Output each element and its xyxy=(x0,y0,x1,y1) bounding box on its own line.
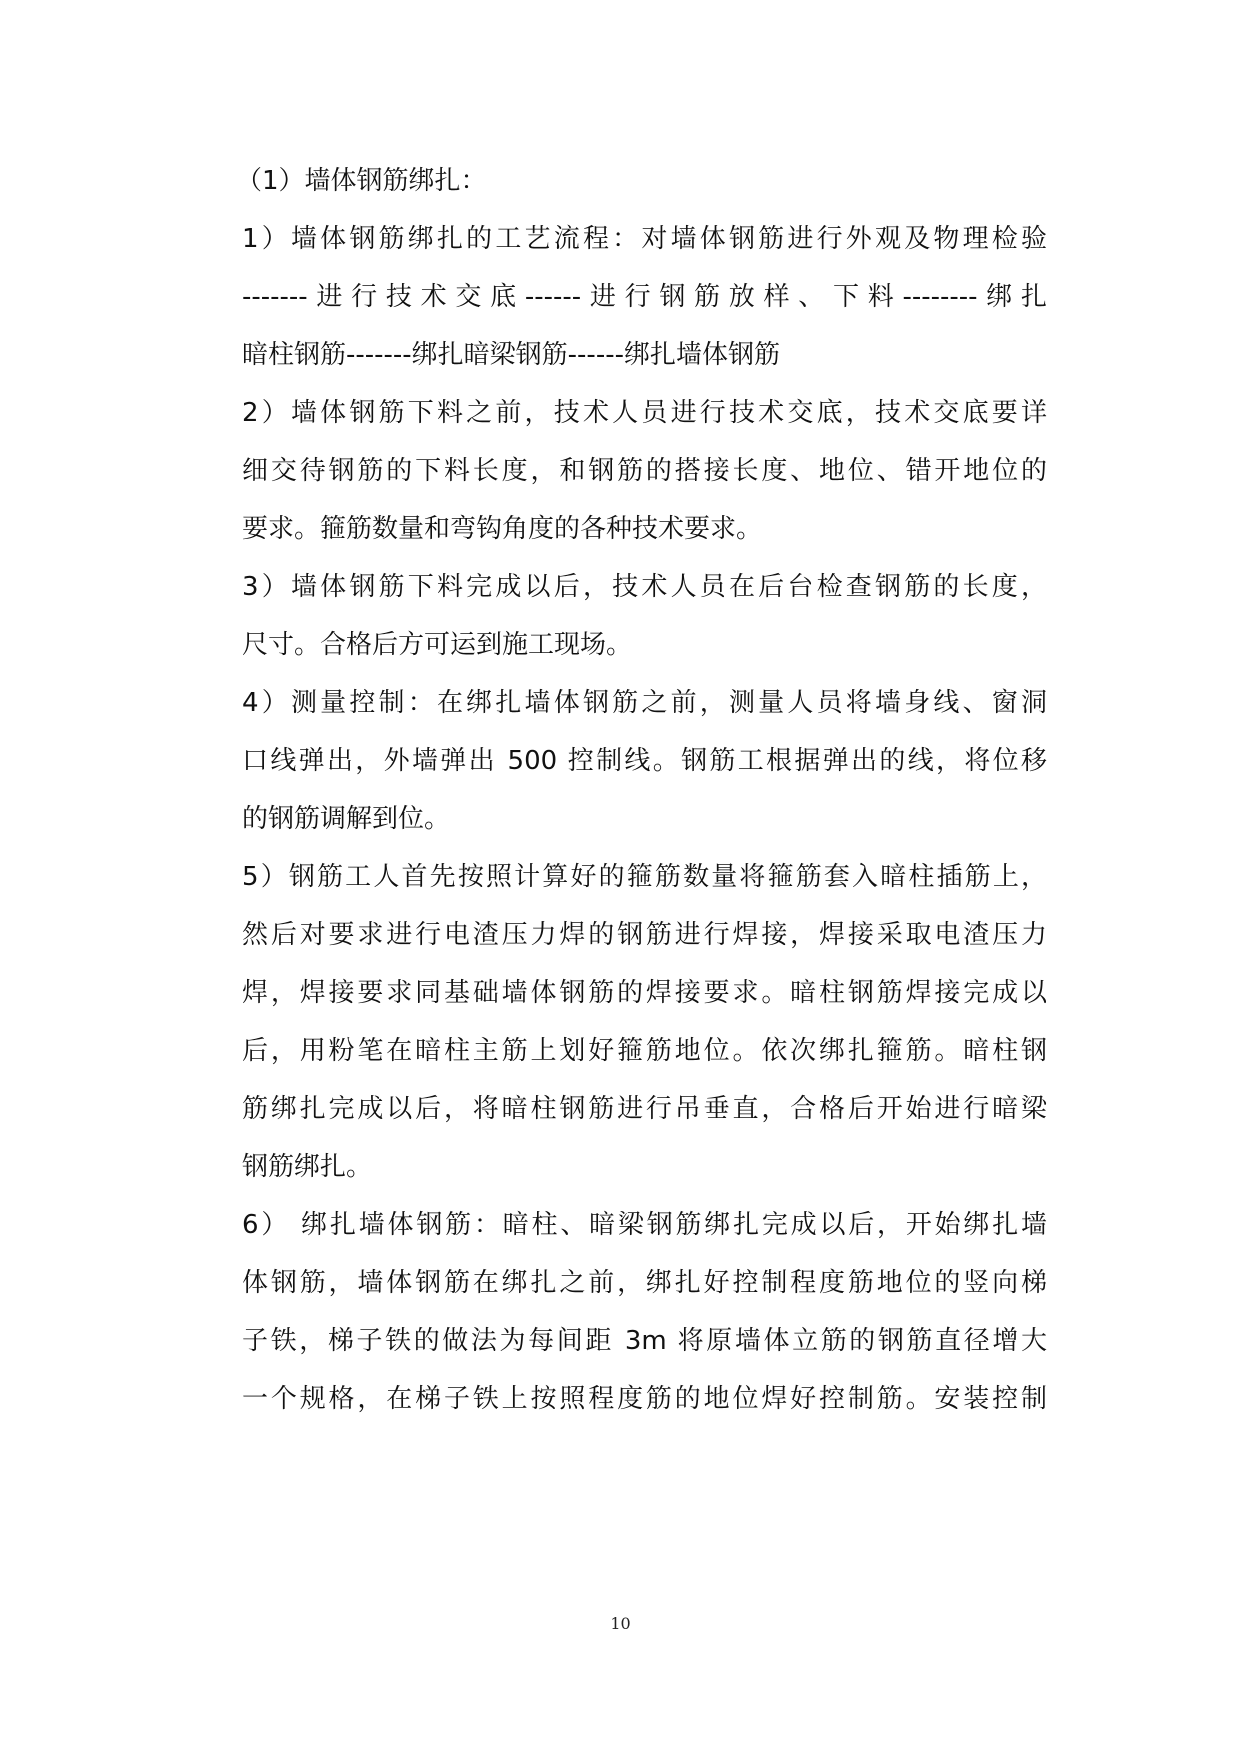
text-line: 3）墙体钢筋下料完成以后，技术人员在后台检查钢筋的长度， xyxy=(242,572,1047,602)
text-line: 然后对要求进行电渣压力焊的钢筋进行焊接，焊接采取电渣压力 xyxy=(242,920,1047,950)
text-line: 子铁，梯子铁的做法为每间距 3m 将原墙体立筋的钢筋直径增大 xyxy=(242,1326,1047,1356)
text-line: 体钢筋，墙体钢筋在绑扎之前，绑扎好控制程度筋地位的竖向梯 xyxy=(242,1268,1047,1298)
text-line: 的钢筋调解到位。 xyxy=(242,804,451,834)
text-line: 6） 绑扎墙体钢筋：暗柱、暗梁钢筋绑扎完成以后，开始绑扎墙 xyxy=(242,1210,1047,1240)
text-line: 后，用粉笔在暗柱主筋上划好箍筋地位。依次绑扎箍筋。暗柱钢 xyxy=(242,1036,1047,1066)
text-line: 要求。箍筋数量和弯钩角度的各种技术要求。 xyxy=(242,514,763,544)
text-line: 4）测量控制：在绑扎墙体钢筋之前，测量人员将墙身线、窗洞 xyxy=(242,688,1047,718)
section-heading: （1）墙体钢筋绑扎： xyxy=(236,166,487,196)
text-line: 1）墙体钢筋绑扎的工艺流程：对墙体钢筋进行外观及物理检验 xyxy=(242,224,1047,254)
body-text xyxy=(236,152,1047,1428)
text-line: -------进行技术交底------进行钢筋放样、下料--------绑扎 xyxy=(242,282,1047,312)
text-line: 尺寸。合格后方可运到施工现场。 xyxy=(242,630,633,660)
page-number: 10 xyxy=(610,1614,631,1633)
text-line: 暗柱钢筋-------绑扎暗梁钢筋------绑扎墙体钢筋 xyxy=(242,340,780,370)
text-line: 一个规格，在梯子铁上按照程度筋的地位焊好控制筋。安装控制 xyxy=(242,1384,1047,1414)
text-line: 筋绑扎完成以后，将暗柱钢筋进行吊垂直，合格后开始进行暗梁 xyxy=(242,1094,1047,1124)
text-line: 焊，焊接要求同基础墙体钢筋的焊接要求。暗柱钢筋焊接完成以 xyxy=(242,978,1047,1008)
text-line: 2）墙体钢筋下料之前，技术人员进行技术交底，技术交底要详 xyxy=(242,398,1047,428)
text-line: 口线弹出，外墙弹出 500 控制线。钢筋工根据弹出的线，将位移 xyxy=(242,746,1047,776)
text-line: 钢筋绑扎。 xyxy=(242,1152,373,1182)
text-line: 5）钢筋工人首先按照计算好的箍筋数量将箍筋套入暗柱插筋上， xyxy=(242,862,1047,892)
text-line: 细交待钢筋的下料长度，和钢筋的搭接长度、地位、错开地位的 xyxy=(242,456,1047,486)
